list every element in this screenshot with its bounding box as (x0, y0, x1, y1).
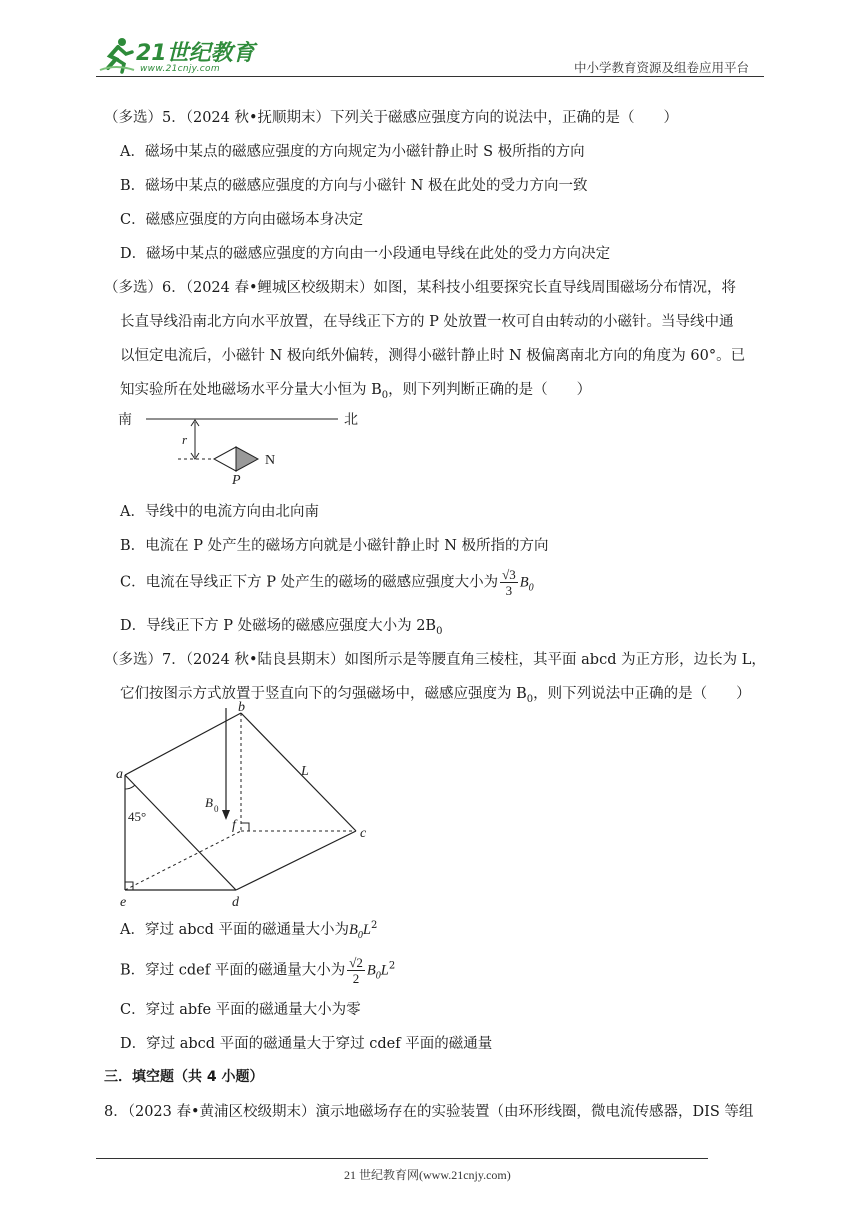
q6-option-d: D．导线正下方 P 处磁场的磁感应强度大小为 $2B_0$ (120, 618, 443, 637)
platform-name: 中小学教育资源及组卷应用平台 (574, 60, 750, 75)
q7-prism-figure (108, 700, 378, 910)
fig-p-label: P (232, 473, 241, 488)
q6-option-c: C．电流在导线正下方 P 处产生的磁场的磁感应强度大小为 $\frac{√3}{3}$ $B_0$ (120, 567, 534, 598)
fig-south-label: 南 (118, 412, 132, 428)
logo (96, 34, 256, 76)
q7-option-a: A．穿过 abcd 平面的磁通量大小为$B_0L^2$ (120, 920, 378, 941)
q5-option-d: D．磁场中某点的磁感应强度的方向由一小段通电导线在此处的受力方向决定 (120, 246, 611, 262)
q6-stem-line2: 长直导线沿南北方向水平放置，在导线正下方的 P 处放置一枚可自由转动的小磁针。当导线中通 (120, 314, 734, 330)
edge-ef (125, 831, 241, 890)
runner-logo-icon (96, 34, 136, 74)
footer-text: 21 世纪教育网(www.21cnjy.com) (344, 1168, 511, 1182)
q7-option-c: C．穿过 abfe 平面的磁通量大小为零 (120, 1002, 361, 1018)
svg-text:f: f (232, 818, 236, 833)
q6-option-b: B．电流在 P 处产生的磁场方向就是小磁针静止时 N 极所指的方向 (120, 538, 549, 554)
fig-north-label: 北 (344, 412, 358, 428)
q8-stem: 8．（2023 春•黄浦区校级期末）演示地磁场存在的实验装置（由环形线圈，微电流传感器，DIS 等组 (104, 1104, 754, 1120)
q5-option-b: B．磁场中某点的磁感应强度的方向与小磁针 N 极在此处的受力方向一致 (120, 178, 588, 194)
q6-figure (110, 402, 380, 488)
edge-ad (125, 775, 236, 890)
footer-rule (96, 1158, 708, 1159)
q6-option-a: A．导线中的电流方向由北向南 (120, 504, 319, 520)
needle-s-half (214, 447, 236, 471)
logo-text: 21世纪教育 (136, 41, 255, 66)
logo-url: www.21cnjy.com (140, 64, 220, 74)
fig-r-label: r (182, 432, 188, 447)
svg-text:L: L (301, 764, 309, 779)
q7-stem-line1: （多选）7．（2024 秋•陆良县期末）如图所示是等腰直角三棱柱，其平面 abcd 为正方形，边长为 L， (104, 652, 766, 668)
edge-ab (125, 713, 241, 775)
q6-stem-line1: （多选）6．（2024 春•鲤城区校级期末）如图，某科技小组要探究长直导线周围磁场分布情况，将 (104, 280, 737, 296)
svg-text:e: e (120, 895, 127, 910)
svg-text:c: c (360, 826, 367, 841)
edge-bc (241, 713, 356, 831)
svg-text:0: 0 (214, 804, 219, 814)
section-title: 三．填空题（共 4 小题） (104, 1069, 264, 1085)
q6-stem-line4: 知实验所在处地磁场水平分量大小恒为 $B_0$，则下列判断正确的是（ ） (120, 382, 592, 401)
q7-option-b: B．穿过 cdef 平面的磁通量大小为 $\frac{√2}{2}$ $B_0L^2$ (120, 955, 396, 986)
q5-stem: （多选）5．（2024 秋•抚顺期末）下列关于磁感应强度方向的说法中，正确的是（ ） (104, 110, 679, 126)
angle-arc (125, 785, 135, 789)
fig-n-label: N (265, 453, 276, 468)
edge-cd (236, 831, 356, 890)
q7-option-d: D．穿过 abcd 平面的磁通量大于穿过 cdef 平面的磁通量 (120, 1036, 493, 1052)
svg-text:b: b (238, 700, 245, 715)
svg-text:45°: 45° (128, 809, 147, 824)
svg-text:a: a (116, 767, 123, 782)
q5-option-a: A．磁场中某点的磁感应强度的方向规定为小磁针静止时 S 极所指的方向 (120, 144, 585, 160)
q6-stem-line3: 以恒定电流后，小磁针 N 极向纸外偏转，测得小磁针静止时 N 极偏离南北方向的角度为 60°。已 (120, 348, 746, 364)
needle-n-half (236, 447, 258, 471)
svg-text:B: B (205, 795, 213, 810)
q7-stem-line2: 它们按图示方式放置于竖直向下的匀强磁场中，磁感应强度为 $B_0$，则下列说法中正确的是（ ） (120, 686, 751, 705)
svg-text:d: d (232, 895, 239, 910)
header-rule (96, 76, 764, 77)
q5-option-c: C．磁感应强度的方向由磁场本身决定 (120, 212, 364, 228)
